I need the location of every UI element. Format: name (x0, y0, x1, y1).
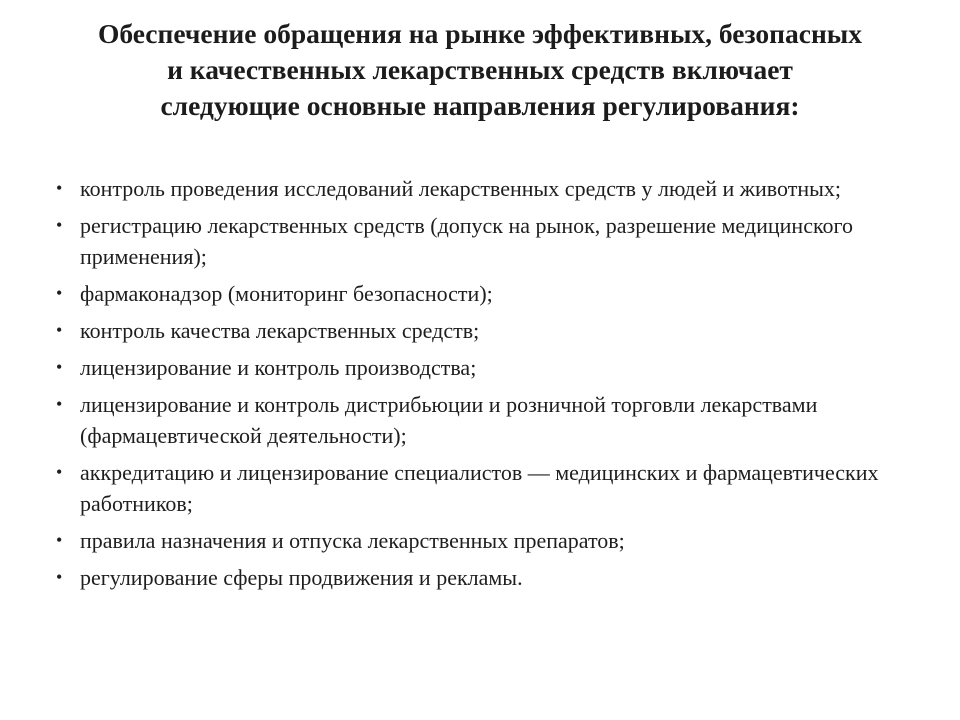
list-item-pharmacovigilance (56, 278, 916, 309)
bullet-icon: • (56, 394, 63, 414)
list-item-text: лицензирование и контроль дистрибьюции и розничной торговли лекарствами (фармацевтической деятельности); (80, 392, 818, 448)
list-item-text: контроль качества лекарственных средств; (80, 318, 480, 343)
list-item-text: правила назначения и отпуска лекарственных препаратов; (80, 528, 625, 553)
regulation-list (56, 173, 916, 599)
bullet-icon: • (56, 530, 63, 550)
list-item-specialist-accreditation (56, 457, 916, 519)
bullet-icon: • (56, 283, 63, 303)
slide-title (40, 16, 920, 124)
title-line-2: и качественных лекарственных средств включает (167, 54, 793, 85)
list-item-text: регулирование сферы продвижения и рекламы. (80, 565, 523, 590)
bullet-icon: • (56, 462, 63, 482)
bullet-icon: • (56, 178, 63, 198)
list-item-distribution-licensing (56, 389, 916, 451)
list-item-text: регистрацию лекарственных средств (допуск на рынок, разрешение медицинского применения); (80, 213, 854, 269)
bullet-icon: • (56, 320, 63, 340)
list-item-text: фармаконадзор (мониторинг безопасности); (80, 281, 493, 306)
list-item-research-control (56, 173, 916, 204)
list-item-production-licensing (56, 352, 916, 383)
bullet-icon: • (56, 357, 63, 377)
list-item-quality-control (56, 315, 916, 346)
bullet-icon: • (56, 215, 63, 235)
list-item-text: контроль проведения исследований лекарственных средств у людей и животных; (80, 176, 842, 201)
list-item-advertising-regulation (56, 562, 916, 593)
list-item-text: лицензирование и контроль производства; (80, 355, 477, 380)
list-item-text: аккредитацию и лицензирование специалистов — медицинских и фармацевтических работников; (80, 460, 879, 516)
list-item-prescription-rules (56, 525, 916, 556)
bullet-icon: • (56, 567, 63, 587)
title-line-3: следующие основные направления регулирования: (160, 90, 800, 121)
title-line-1: Обеспечение обращения на рынке эффективных, безопасных (97, 18, 863, 49)
list-item-registration (56, 210, 916, 272)
